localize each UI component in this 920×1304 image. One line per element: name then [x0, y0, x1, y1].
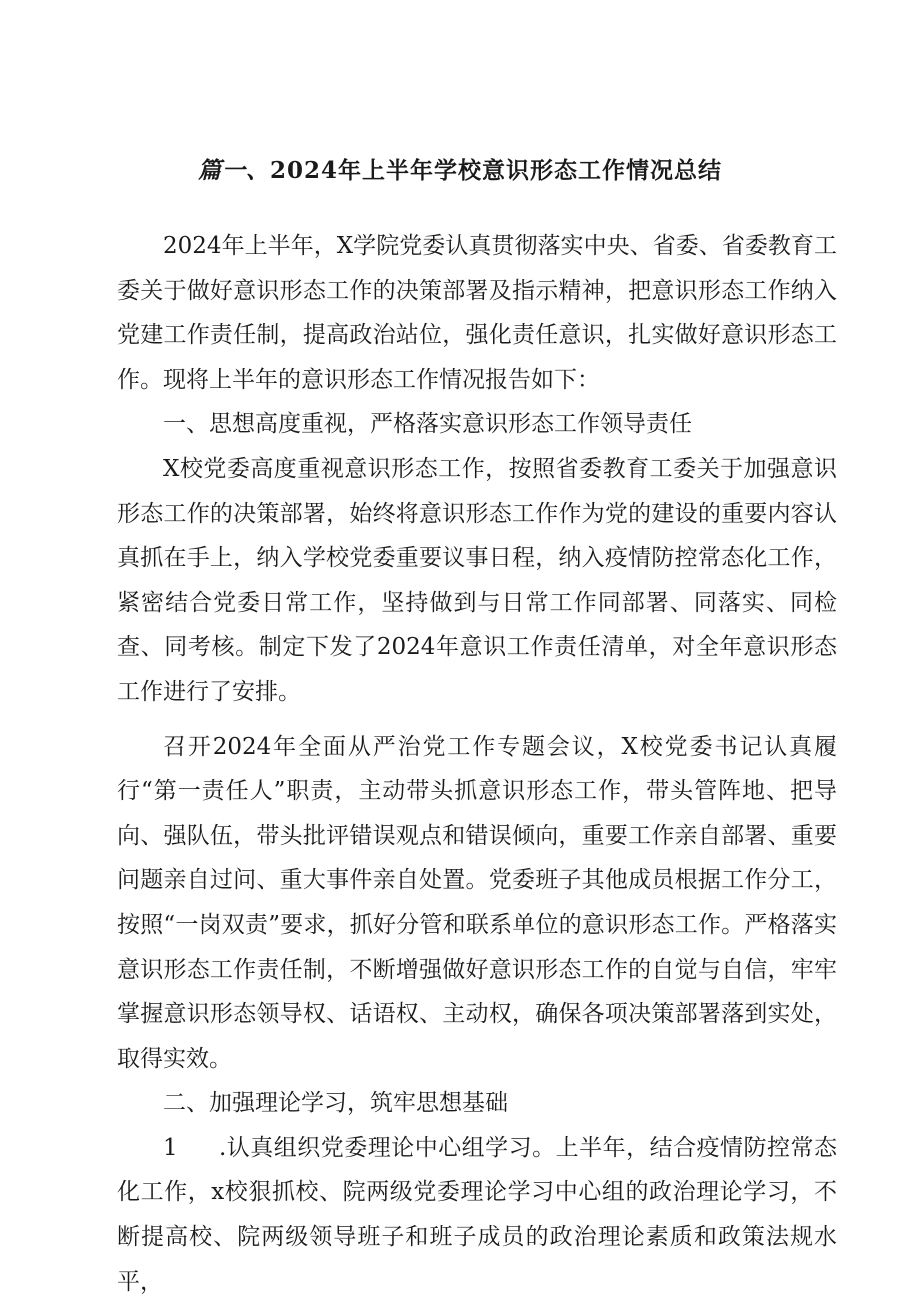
list-item-number: 1	[163, 1134, 178, 1161]
list-item-text: .认真组织党委理论中心组学习。上半年，结合疫情防控常态化工作，x校狠抓校、院两级党委理论学习中心组的政治理论学习，不断提高校、院两级领导班子和班子成员的政治理论素质和政策法规水平，	[117, 1134, 837, 1295]
body-paragraph-1: X校党委高度重视意识形态工作，按照省委教育工委关于加强意识形态工作的决策部署，始终将意识形态工作作为党的建设的重要内容认真抓在手上，纳入学校党委重要议事日程，纳入疫情防控常态化工作，紧密结合党委日常工作，坚持做到与日常工作同部署、同落实、同检查、同考核。制定下发了2024年意识工作责任清单，对全年意识形态工作进行了安排。	[117, 455, 837, 705]
section-heading-2: 二、加强理论学习，筑牢思想基础	[163, 1090, 508, 1117]
document-body	[117, 224, 837, 1304]
list-item-1	[117, 1126, 837, 1304]
section-heading-1: 一、思想高度重视，严格落实意识形态工作领导责任	[163, 411, 692, 438]
title-lead: 篇一、	[197, 157, 270, 184]
intro-paragraph: 2024年上半年，X学院党委认真贯彻落实中央、省委、省委教育工委关于做好意识形态工作的决策部署及指示精神，把意识形态工作纳入党建工作责任制，提高政治站位，强化责任意识，扎实做好意识形态工作。现将上半年的意识形态工作情况报告如下：	[117, 233, 837, 393]
body-paragraph-2: 召开2024年全面从严治党工作专题会议，X校党委书记认真履行“第一责任人”职责，主动带头抓意识形态工作，带头管阵地、把导向、强队伍，带头批评错误观点和错误倾向，重要工作亲自部署、重要问题亲自过问、重大事件亲自处置。党委班子其他成员根据工作分工，按照“一岗双责”要求，抓好分管和联系单位的意识形态工作。严格落实意识形态工作责任制，不断增强做好意识形态工作的自觉与自信，牢牢掌握意识形态领导权、话语权、主动权，确保各项决策部署落到实处，取得实效。	[117, 733, 837, 1072]
document-title	[0, 152, 920, 185]
title-main: 2024年上半年学校意识形态工作情况总结	[269, 157, 722, 184]
